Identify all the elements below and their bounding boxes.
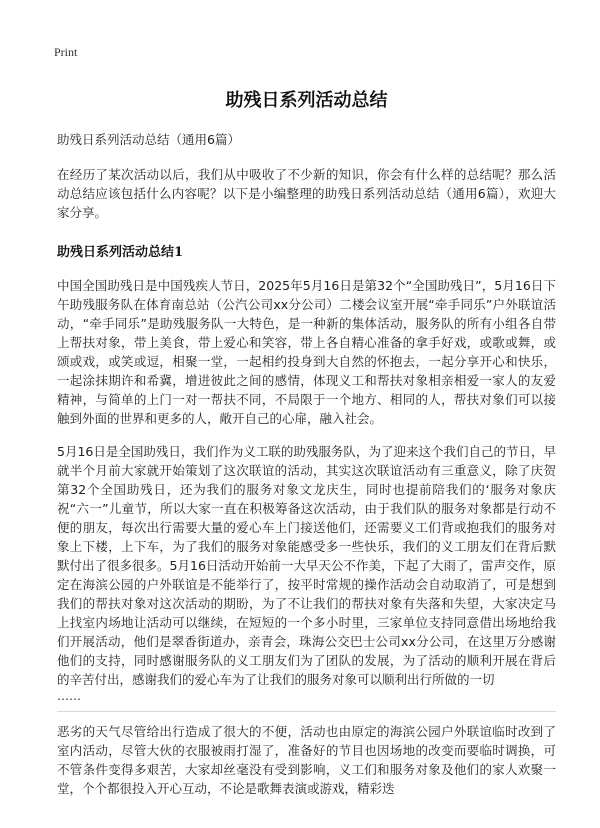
ellipsis: …… — [57, 689, 81, 703]
page-title: 助残日系列活动总结 — [225, 90, 388, 111]
subtitle: 助残日系列活动总结（通用6篇） — [57, 132, 240, 147]
intro-paragraph: 在经历了某次活动以后，我们从中吸收了不少新的知识，你会有什么样的总结呢？那么活动总结应该包括什么内容呢？以下是小编整理的助残日系列活动总结（通用6篇），欢迎大家分享。 — [57, 167, 556, 220]
body-paragraph: 5月16日是全国助残日，我们作为义工联的助残服务队，为了迎来这个我们自己的节日，早就半个月前大家就开始策划了这次联谊的活动，其实这次联谊活动有三重意义，除了庆贺第32个全国助残日，还为我们的服务对象文龙庆生，同时也提前陪我们的‘服务对象庆祝“六一”儿童节，所以大家一直在积极筹备这次活动，由于我们队的服务对象都是行动不便的朋友，每次出行需要大量的爱心车上门接送他们，还需要义工们背或抱我们的服务对象上下楼，上下车，为了我们的服务对象能感受多一些快乐，我们的义工朋友们在背后默默付出了很多很多。5月16日活动开始前一大早天公不作美，下起了大雨了，雷声交作，原定在海滨公园的户外联谊是不能举行了，按平时常规的操作活动会自动取消了，可是想到我们的帮扶对象对这次活动的期盼，为了不让我们的帮扶对象有失落和失望，大家决定马上找室内场地让活动可以继续，在短短的一个多小时里，三家单位支持同意借出场地给我们开展活动，他们是翠香街道办，亲青会，珠海公交巴士公司xx分公司，在这里万分感谢他们的支持，同时感谢服务队的义工朋友们为了团队的发展，为了活动的顺利开展在背后的辛苦付出，感谢我们的爱心车为了让我们的服务对象可以顺利出行所做的一切 — [57, 444, 556, 687]
body-paragraph: 中国全国助残日是中国残疾人节日，2025年5月16日是第32个“全国助残日”，5月16日下午助残服务队在体育南总站（公汽公司xx分公司）二楼会议室开展“牵手同乐”户外联谊活动，“牵手同乐”是助残服务队一大特色，是一种新的集体活动，服务队的所有小组各自带上帮扶对象，带上美食，带上爱心和笑容，带上各自精心准备的拿手好戏，或歌或舞，或颂或戏，或笑或逗，相聚一堂，一起相约投身到大自然的怀抱去，一起分享开心和快乐，一起涂抹期许和希冀，增进彼此之间的感情，体现义工和帮扶对象相亲相爱一家人的友爱精神，与简单的上门一对一帮扶不同，不局限于一个地方、相同的人，帮扶对象们可以接触到外面的世界和更多的人，敞开自己的心扉，融入社会。 — [57, 278, 556, 426]
print-link[interactable]: Print — [54, 45, 78, 59]
section-heading: 助残日系列活动总结1 — [57, 245, 184, 260]
divider — [57, 711, 556, 712]
body-paragraph: 恶劣的天气尽管给出行造成了很大的不便，活动也由原定的海滨公园户外联谊临时改到了室内活动，尽管大伙的衣服被雨打湿了，准备好的节目也因场地的改变而要临时调换，可不管条件变得多艰苦，大家却丝毫没有受到影响，义工们和服务对象及他们的家人欢聚一堂，个个都很投入开心互动，不论是歌舞表演或游戏，精彩迭 — [57, 724, 556, 796]
